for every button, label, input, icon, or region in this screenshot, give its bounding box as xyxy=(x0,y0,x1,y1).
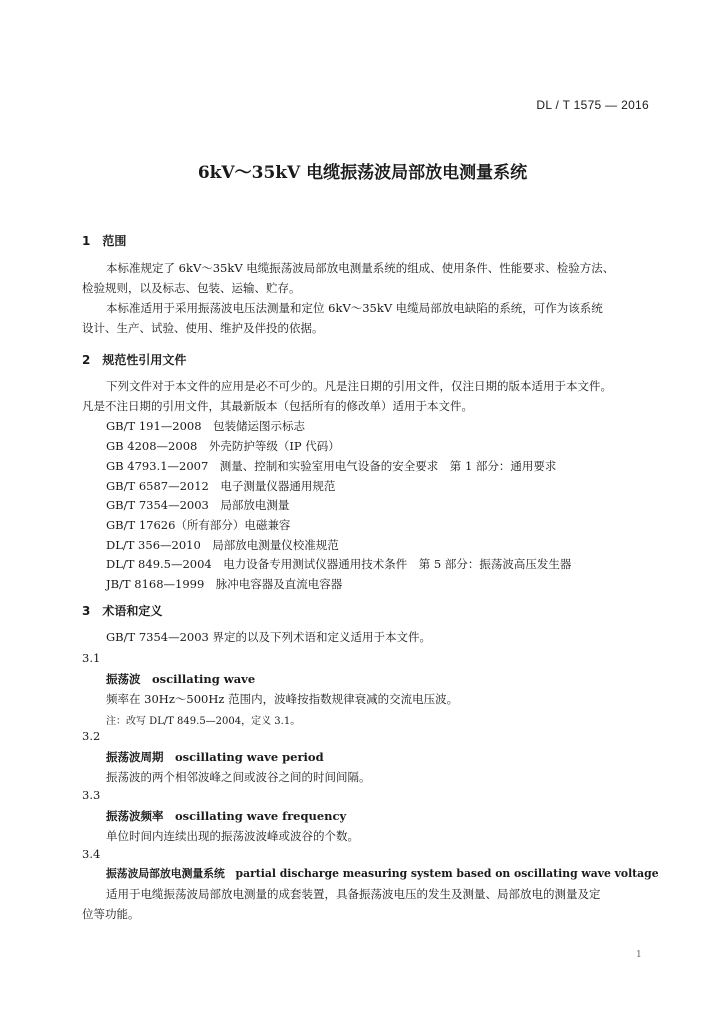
reference-item: GB 4208—2008 外壳防护等级（IP 代码） xyxy=(106,439,340,453)
reference-item: GB/T 6587—2012 电子测量仪器通用规范 xyxy=(106,479,336,493)
term-number: 3.2 xyxy=(82,729,101,743)
term-definition: 频率在 30Hz～500Hz 范围内，波峰按指数规律衰减的交流电压波。 xyxy=(106,692,459,706)
term-number: 3.1 xyxy=(82,651,101,665)
reference-item: GB/T 7354—2003 局部放电测量 xyxy=(106,498,290,512)
document-title: 6kV～35kV 电缆振荡波局部放电测量系统 xyxy=(197,163,528,183)
section-1-para-2-line-2: 设计、生产、试验、使用、维护及伴投的依据。 xyxy=(82,321,324,335)
term-definition: 单位时间内连续出现的振荡波波峰或波谷的个数。 xyxy=(106,829,359,843)
term-number: 3.3 xyxy=(82,788,101,802)
reference-item: GB/T 17626（所有部分）电磁兼容 xyxy=(106,518,291,532)
term-definition-continued: 位等功能。 xyxy=(82,907,140,921)
section-1-heading: 1 范围 xyxy=(82,234,127,248)
term-number: 3.4 xyxy=(82,847,101,861)
term-note: 注：改写 DL/T 849.5—2004，定义 3.1。 xyxy=(106,716,301,727)
section-3-heading: 3 术语和定义 xyxy=(82,604,163,618)
section-2-heading: 2 规范性引用文件 xyxy=(82,353,187,367)
term-title: 振荡波周期 oscillating wave period xyxy=(106,750,324,764)
reference-item: DL/T 356—2010 局部放电测量仪校准规范 xyxy=(106,538,339,552)
section-1-para-1-line-2: 检验规则，以及标志、包装、运输、贮存。 xyxy=(82,281,301,295)
section-2-para-line-1: 下列文件对于本文件的应用是必不可少的。凡是注日期的引用文件，仅注日期的版本适用于本文件。 xyxy=(106,379,612,393)
margin-mark: 1 xyxy=(636,950,642,960)
section-1-para-1-line-1: 本标准规定了 6kV～35kV 电缆振荡波局部放电测量系统的组成、使用条件、性能要求、检验方法、 xyxy=(106,261,615,275)
term-definition: 适用于电缆振荡波局部放电测量的成套装置，具备振荡波电压的发生及测量、局部放电的测量及定 xyxy=(106,887,601,901)
reference-item: GB 4793.1—2007 测量、控制和实验室用电气设备的安全要求 第 1 部分：通用要求 xyxy=(106,459,557,473)
section-3-intro: GB/T 7354—2003 界定的以及下列术语和定义适用于本文件。 xyxy=(106,630,432,644)
standard-code: DL / T 1575 — 2016 xyxy=(536,98,649,112)
section-2-para-line-2: 凡是不注日期的引用文件，其最新版本（包括所有的修改单）适用于本文件。 xyxy=(82,399,473,413)
term-title: 振荡波 oscillating wave xyxy=(106,672,256,686)
reference-item: DL/T 849.5—2004 电力设备专用测试仪器通用技术条件 第 5 部分：振荡波高压发生器 xyxy=(106,557,572,571)
section-1-para-2-line-1: 本标准适用于采用振荡波电压法测量和定位 6kV～35kV 电缆局部放电缺陷的系统，可作为该系统 xyxy=(106,301,603,315)
reference-item: JB/T 8168—1999 脉冲电容器及直流电容器 xyxy=(106,577,343,591)
reference-item: GB/T 191—2008 包装储运图示标志 xyxy=(106,419,306,433)
term-title: 振荡波频率 oscillating wave frequency xyxy=(106,809,347,823)
term-definition: 振荡波的两个相邻波峰之间或波谷之间的时间间隔。 xyxy=(106,770,371,784)
term-title: 振荡波局部放电测量系统 partial discharge measuring system based on oscillating wave voltage xyxy=(106,867,659,880)
